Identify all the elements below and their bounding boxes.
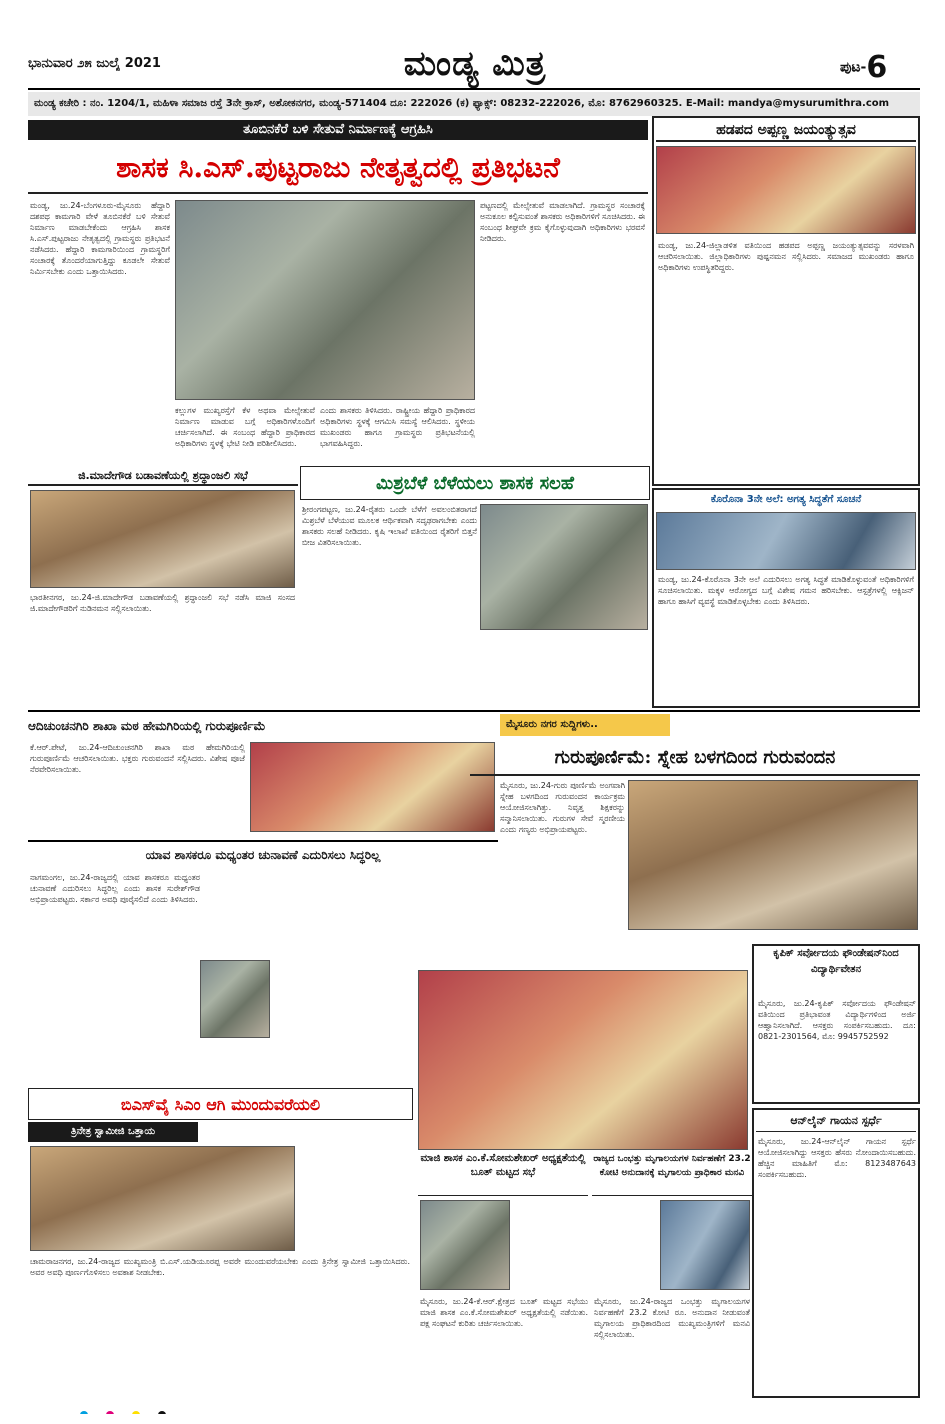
- cyan-mark-icon: [80, 1411, 88, 1414]
- hadapada-photo: [656, 146, 916, 234]
- lead-body-col4: ಪಟ್ಟಣದಲ್ಲಿ ಮೇಲ್ಸೇತುವೆ ಮಾಡಲಾಗಿದೆ. ಗ್ರಾಮಸ್ಥರ ಸಂಚಾರಕ್ಕೆ ಅನುಕೂಲ ಕಲ್ಪಿಸುವಂತೆ ಶಾಸಕರು ಅಧಿಕಾರಿಗಳಿಗೆ ಸೂಚಿಸಿದರು. ಈ ಸಂಬಂಧ ಶೀಘ್ರವೇ ಕ್ರಮ ಕೈಗೊಳ್ಳುವುದಾಗಿ ಅಧಿಕಾರಿಗಳು ಭರವಸೆ ನೀಡಿದರು.: [480, 201, 645, 243]
- online-body: ಮೈಸೂರು, ಜು.24-ಆನ್‌ಲೈನ್ ಗಾಯನ ಸ್ಪರ್ಧೆ ಆಯೋಜಿಸಲಾಗಿದ್ದು ಆಸಕ್ತರು ಹೆಸರು ನೋಂದಾಯಿಸಬಹುದು. ಹೆಚ್ಚಿನ ಮಾಹಿತಿಗೆ ಮೊ: 8123487643 ಸಂಪರ್ಕಿಸಬಹುದು.: [758, 1137, 916, 1179]
- page-label: ಪುಟ-: [840, 59, 867, 76]
- madegowda-headline: ಜಿ.ಮಾದೇಗೌಡ ಬಡಾವಣೆಯಲ್ಲಿ ಶ್ರದ್ಧಾಂಜಲಿ ಸಭೆ: [28, 466, 298, 486]
- krupik-body: ಮೈಸೂರು, ಜು.24-ಕೃಪಿಕ್ ಸರ್ವೋದಯ ಫೌಂಡೇಷನ್ ವತಿಯಿಂದ ಪ್ರತಿಭಾವಂತ ವಿದ್ಯಾರ್ಥಿಗಳಿಂದ ಅರ್ಜಿ ಆಹ್ವಾನಿಸಲಾಗಿದೆ. ಆಸಕ್ತರು ಸಂಪರ್ಕಿಸಬಹುದು. ದೂ: 0821-2301564, ಮೊ: 9945752592: [758, 999, 916, 1041]
- bsy-body: ಚಾಮರಾಜನಗರ, ಜು.24-ರಾಜ್ಯದ ಮುಖ್ಯಮಂತ್ರಿ ಬಿ.ಎಸ್.ಯಡಿಯೂರಪ್ಪ ಅವರೇ ಮುಂದುವರೆಯಬೇಕು ಎಂದು ತ್ರಿನೇತ್ರ ಸ್ವಾಮೀಜಿ ಒತ್ತಾಯಿಸಿದರು. ಅವರ ಅವಧಿ ಪೂರ್ಣಗೊಳಿಸಲು ಅವಕಾಶ ನೀಡಬೇಕು.: [30, 1257, 410, 1277]
- madegowda-photo: [30, 490, 295, 588]
- page-indicator: [840, 50, 920, 86]
- mishrabele-photo: [480, 504, 648, 630]
- corona-photo: [656, 512, 916, 570]
- trinetra-kicker: ತ್ರಿನೇತ್ರ ಸ್ವಾಮೀಜಿ ಒತ್ತಾಯ: [28, 1122, 198, 1142]
- lead-kicker: ತೂಬಿನಕೆರೆ ಬಳಿ ಸೇತುವೆ ನಿರ್ಮಾಣಕ್ಕೆ ಆಗ್ರಹಿಸಿ: [28, 120, 648, 140]
- adichunchanagiri-headline: ಆದಿಚುಂಚನಗಿರಿ ಶಾಖಾ ಮಠ ಹೇಮಗಿರಿಯಲ್ಲಿ ಗುರುಪೂರ್ಣಿಮೆ: [28, 719, 266, 733]
- registration-marks: [80, 1404, 380, 1414]
- masthead-rule: [28, 88, 920, 90]
- adichunchanagiri-photo: [250, 742, 495, 832]
- somashekhar-photo: [420, 1200, 510, 1290]
- bsy-photo: [30, 1146, 295, 1251]
- gurupurnime-headline: ಗುರುಪೂರ್ಣಿಮೆ: ಸ್ನೇಹ ಬಳಗದಿಂದ ಗುರುವಂದನ: [470, 740, 920, 776]
- mla-portrait: [200, 960, 270, 1038]
- group-photo: [418, 970, 748, 1150]
- somashekhar-headline: ಮಾಜಿ ಶಾಸಕ ಎಂ.ಕೆ.ಸೋಮಶೇಖರ್ ಅಧ್ಯಕ್ಷತೆಯಲ್ಲಿ ಬೂತ್ ಮಟ್ಟದ ಸಭೆ: [418, 1152, 588, 1196]
- krupik-headline: ಕೃಪಿಕ್ ಸರ್ವೋದಯ ಫೌಂಡೇಷನ್‌ನಿಂದ ವಿದ್ಯಾರ್ಥಿವೇತನ: [773, 948, 899, 975]
- madegowda-body: ಭಾರತೀನಗರ, ಜು.24-ಜಿ.ಮಾದೇಗೌಡ ಬಡಾವಣೆಯಲ್ಲಿ ಶ್ರದ್ಧಾಂಜಲಿ ಸಭೆ ನಡೆಸಿ ಮಾಜಿ ಸಂಸದ ಜಿ.ಮಾದೇಗೌಡರಿಗೆ ನುಡಿನಮನ ಸಲ್ಲಿಸಲಾಯಿತು.: [30, 593, 295, 613]
- corona-body: ಮಂಡ್ಯ, ಜು.24-ಕೊರೊನಾ 3ನೇ ಅಲೆ ಎದುರಿಸಲು ಅಗತ್ಯ ಸಿದ್ಧತೆ ಮಾಡಿಕೊಳ್ಳುವಂತೆ ಅಧಿಕಾರಿಗಳಿಗೆ ಸೂಚಿಸಲಾಯಿತು. ಮಕ್ಕಳ ಆರೋಗ್ಯದ ಬಗ್ಗೆ ವಿಶೇಷ ಗಮನ ಹರಿಸಬೇಕು. ಆಸ್ಪತ್ರೆಗಳಲ್ಲಿ ಆಕ್ಸಿಜನ್ ಹಾಗೂ ಹಾಸಿಗೆ ವ್ಯವಸ್ಥೆ ಮಾಡಿಕೊಳ್ಳಬೇಕು ಎಂದು ತಿಳಿಸಿದರು.: [658, 575, 914, 606]
- zoo-photo: [660, 1200, 750, 1290]
- black-mark-icon: [158, 1411, 166, 1414]
- page-number: 6: [866, 50, 888, 85]
- adichunchanagiri-body: ಕೆ.ಆರ್.ಪೇಟೆ, ಜು.24-ಆದಿಚುಂಚನಗಿರಿ ಶಾಖಾ ಮಠ ಹೇಮಗಿರಿಯಲ್ಲಿ ಗುರುಪೂರ್ಣಿಮೆ ಆಚರಿಸಲಾಯಿತು. ಭಕ್ತರು ಗುರುವಂದನೆ ಸಲ್ಲಿಸಿದರು. ವಿಶೇಷ ಪೂಜೆ ನೆರವೇರಿಸಲಾಯಿತು.: [30, 743, 245, 774]
- lead-body-col1: ಮಂಡ್ಯ, ಜು.24-ಬೆಂಗಳೂರು-ಮೈಸೂರು ಹೆದ್ದಾರಿ ದಶಪಥ ಕಾಮಗಾರಿ ವೇಳೆ ತೂಬಿನಕೆರೆ ಬಳಿ ಸೇತುವೆ ನಿರ್ಮಾಣ ಮಾಡಬೇಕೆಂದು ಆಗ್ರಹಿಸಿ ಶಾಸಕ ಸಿ.ಎಸ್.ಪುಟ್ಟರಾಜು ನೇತೃತ್ವದಲ್ಲಿ ಗ್ರಾಮಸ್ಥರು ಪ್ರತಿಭಟನೆ ನಡೆಸಿದರು. ಹೆದ್ದಾರಿ ಕಾಮಗಾರಿಯಿಂದ ಗ್ರಾಮಸ್ಥರಿಗೆ ಸಂಚಾರಕ್ಕೆ ತೊಂದರೆಯಾಗುತ್ತಿದ್ದು ಕೂಡಲೇ ಸೇತುವೆ ನಿರ್ಮಿಸಬೇಕು ಎಂದು ಒತ್ತಾಯಿಸಿದರು.: [30, 201, 170, 276]
- hadapada-headline: ಹಡಪದ ಅಪ್ಪಣ್ಣ ಜಯಂತ್ಯುತ್ಸವ: [656, 118, 916, 142]
- gurupurnime-photo: [628, 780, 918, 930]
- lead-body-col2: ಕಲ್ಲುಗಳ ಮುಖ್ಯರಸ್ತೆಗೆ ಕೆಳ ಅಥವಾ ಮೇಲ್ಸೇತುವೆ ನಿರ್ಮಾಣ ಮಾಡುವ ಬಗ್ಗೆ ಅಧಿಕಾರಿಗಳೊಂದಿಗೆ ಚರ್ಚಿಸಲಾಗಿದೆ. ಈ ಸಂಬಂಧ ಹೆದ್ದಾರಿ ಪ್ರಾಧಿಕಾರದ ಅಧಿಕಾರಿಗಳು ಸ್ಥಳಕ್ಕೆ ಭೇಟಿ ನೀಡಿ ಪರಿಶೀಲಿಸಿದರು.: [175, 406, 315, 448]
- office-address: ಮಂಡ್ಯ ಕಚೇರಿ : ನಂ. 1204/1, ಮಹಿಳಾ ಸಮಾಜ ರಸ್ತೆ 3ನೇ ಕ್ರಾಸ್, ಅಶೋಕನಗರ, ಮಂಡ್ಯ-571404 ದೂ: 222026 (ಕ) ಫ್ಯಾಕ್ಸ್: 08232-222026, ಮೊ: 8762960325. E-Mail: mandya@mysurumithra.com: [28, 92, 920, 116]
- hadapada-body: ಮಂಡ್ಯ, ಜು.24-ಜಿಲ್ಲಾಡಳಿತ ವತಿಯಿಂದ ಹಡಪದ ಅಪ್ಪಣ್ಣ ಜಯಂತ್ಯುತ್ಸವವನ್ನು ಸರಳವಾಗಿ ಆಚರಿಸಲಾಯಿತು. ಜಿಲ್ಲಾಧಿಕಾರಿಗಳು ಪುಷ್ಪನಮನ ಸಲ್ಲಿಸಿದರು. ಸಮಾಜದ ಮುಖಂಡರು ಹಾಗೂ ಅಧಿಕಾರಿಗಳು ಉಪಸ್ಥಿತರಿದ್ದರು.: [658, 241, 914, 272]
- zoo-headline: ರಾಜ್ಯದ ಒಂಭತ್ತು ಮೃಗಾಲಯಗಳ ನಿರ್ವಹಣೆಗೆ 23.2 ಕೋಟಿ ಅನುದಾನಕ್ಕೆ ಮೃಗಾಲಯ ಪ್ರಾಧಿಕಾರ ಮನವಿ: [592, 1152, 752, 1196]
- corona-headline: ಕೊರೊನಾ 3ನೇ ಅಲೆ: ಅಗತ್ಯ ಸಿದ್ಧತೆಗೆ ಸೂಚನೆ: [710, 494, 862, 505]
- online-headline: ಆನ್‌ಲೈನ್ ಗಾಯನ ಸ್ಪರ್ಧೆ: [756, 1110, 916, 1132]
- mysuru-news-band: ಮೈಸೂರು ನಗರ ಸುದ್ದಿಗಳು..: [500, 714, 670, 736]
- lead-protest-photo: [175, 200, 475, 400]
- chunavane-headline: ಯಾವ ಶಾಸಕರೂ ಮಧ್ಯಂತರ ಚುನಾವಣೆ ಎದುರಿಸಲು ಸಿದ್ಧರಿಲ್ಲ: [145, 848, 381, 862]
- somashekhar-body: ಮೈಸೂರು, ಜು.24-ಕೆ.ಆರ್.ಕ್ಷೇತ್ರದ ಬೂತ್ ಮಟ್ಟದ ಸಭೆಯು ಮಾಜಿ ಶಾಸಕ ಎಂ.ಕೆ.ಸೋಮಶೇಖರ್ ಅಧ್ಯಕ್ಷತೆಯಲ್ಲಿ ನಡೆಯಿತು. ಪಕ್ಷ ಸಂಘಟನೆ ಕುರಿತು ಚರ್ಚಿಸಲಾಯಿತು.: [420, 1297, 588, 1328]
- mishrabele-headline: ಮಿಶ್ರಬೆಳೆ ಬೆಳೆಯಲು ಶಾಸಕ ಸಲಹೆ: [300, 466, 650, 500]
- bsy-headline: ಬಿಎಸ್‌ವೈ ಸಿಎಂ ಆಗಿ ಮುಂದುವರೆಯಲಿ: [28, 1088, 413, 1120]
- zoo-body: ಮೈಸೂರು, ಜು.24-ರಾಜ್ಯದ ಒಂಭತ್ತು ಮೃಗಾಲಯಗಳ ನಿರ್ವಹಣೆಗೆ 23.2 ಕೋಟಿ ರೂ. ಅನುದಾನ ನೀಡುವಂತೆ ಮೃಗಾಲಯ ಪ್ರಾಧಿಕಾರದಿಂದ ಮುಖ್ಯಮಂತ್ರಿಗಳಿಗೆ ಮನವಿ ಸಲ್ಲಿಸಲಾಯಿತು.: [594, 1297, 750, 1339]
- issue-date: ಭಾನುವಾರ ೨೫ ಜುಲೈ 2021: [28, 56, 161, 71]
- yellow-mark-icon: [132, 1411, 140, 1414]
- gurupurnime-body: ಮೈಸೂರು, ಜು.24-ಗುರು ಪೂರ್ಣಿಮೆ ಅಂಗವಾಗಿ ಸ್ನೇಹ ಬಳಗದಿಂದ ಗುರುವಂದನ ಕಾರ್ಯಕ್ರಮ ಆಯೋಜಿಸಲಾಗಿತ್ತು. ನಿವೃತ್ತ ಶಿಕ್ಷಕರನ್ನು ಸನ್ಮಾನಿಸಲಾಯಿತು. ಗುರುಗಳ ಸೇವೆ ಸ್ಮರಣೀಯ ಎಂದು ಗಣ್ಯರು ಅಭಿಪ್ರಾಯಪಟ್ಟರು.: [500, 781, 625, 834]
- newspaper-title: ಮಂಡ್ಯ ಮಿತ್ರ: [403, 44, 547, 84]
- magenta-mark-icon: [106, 1411, 114, 1414]
- lead-body-col3: ಎಂದು ಶಾಸಕರು ತಿಳಿಸಿದರು. ರಾಷ್ಟ್ರೀಯ ಹೆದ್ದಾರಿ ಪ್ರಾಧಿಕಾರದ ಅಧಿಕಾರಿಗಳು ಸ್ಥಳಕ್ಕೆ ಆಗಮಿಸಿ ಸಮಸ್ಯೆ ಆಲಿಸಿದರು. ಸ್ಥಳೀಯ ಮುಖಂಡರು ಹಾಗೂ ಗ್ರಾಮಸ್ಥರು ಪ್ರತಿಭಟನೆಯಲ್ಲಿ ಭಾಗವಹಿಸಿದ್ದರು.: [320, 406, 475, 448]
- mishrabele-body: ಶ್ರೀರಂಗಪಟ್ಟಣ, ಜು.24-ರೈತರು ಒಂದೇ ಬೆಳೆಗೆ ಅವಲಂಬಿತರಾಗದೆ ಮಿಶ್ರಬೆಳೆ ಬೆಳೆಯುವ ಮೂಲಕ ಆರ್ಥಿಕವಾಗಿ ಸದೃಢರಾಗಬೇಕು ಎಂದು ಶಾಸಕರು ಸಲಹೆ ನೀಡಿದರು. ಕೃಷಿ ಇಲಾಖೆ ವತಿಯಿಂದ ರೈತರಿಗೆ ಬಿತ್ತನೆ ಬೀಜ ವಿತರಿಸಲಾಯಿತು.: [302, 505, 477, 547]
- lead-headline: ಶಾಸಕ ಸಿ.ಎಸ್.ಪುಟ್ಟರಾಜು ನೇತೃತ್ವದಲ್ಲಿ ಪ್ರತಿಭಟನೆ: [28, 142, 648, 194]
- chunavane-body: ನಾಗಮಂಗಲ, ಜು.24-ರಾಜ್ಯದಲ್ಲಿ ಯಾವ ಶಾಸಕರೂ ಮಧ್ಯಂತರ ಚುನಾವಣೆ ಎದುರಿಸಲು ಸಿದ್ಧರಿಲ್ಲ ಎಂದು ಶಾಸಕ ಸುರೇಶ್‌ಗೌಡ ಅಭಿಪ್ರಾಯಪಟ್ಟರು. ಸರ್ಕಾರ ಅವಧಿ ಪೂರೈಸಲಿದೆ ಎಂದು ತಿಳಿಸಿದರು.: [30, 873, 200, 904]
- section-rule-1: [28, 710, 920, 712]
